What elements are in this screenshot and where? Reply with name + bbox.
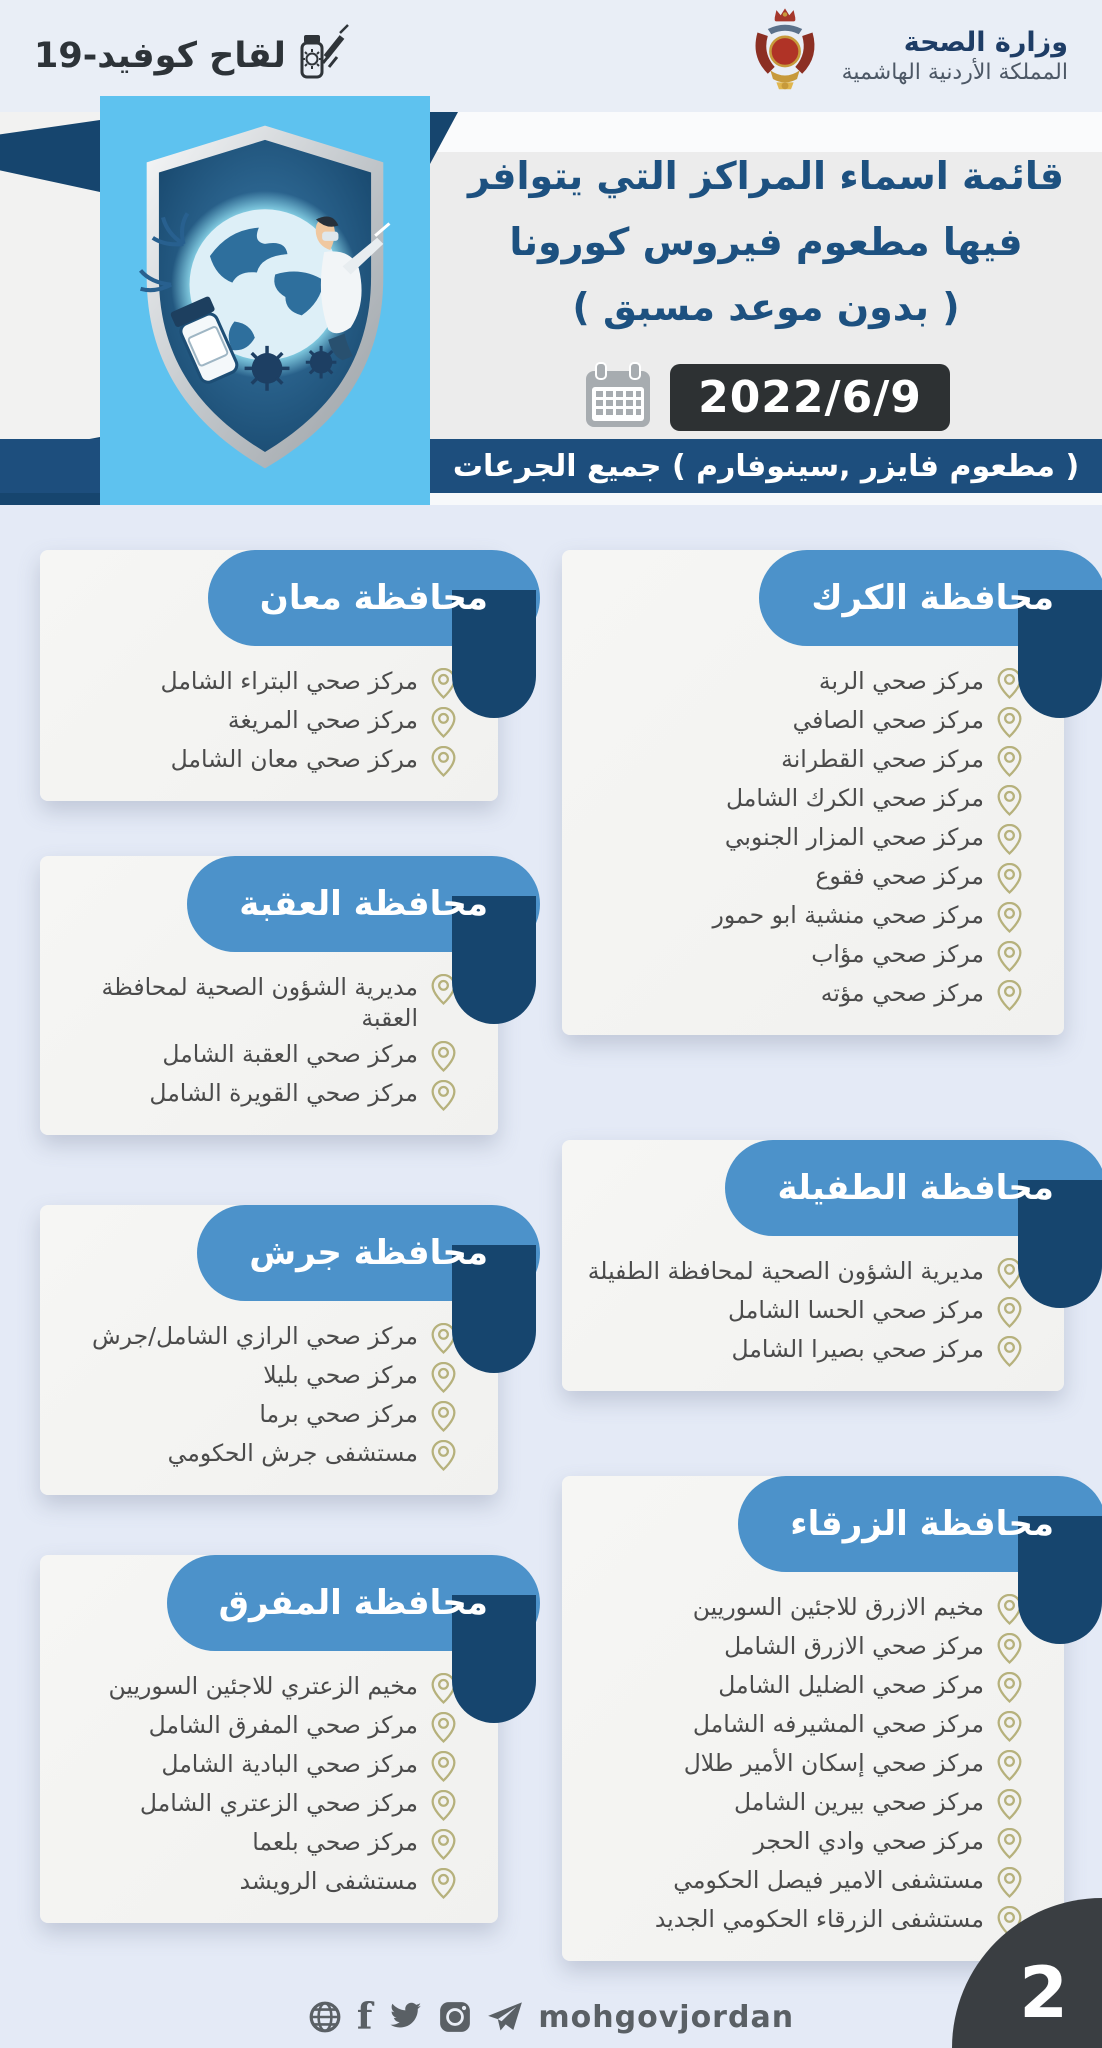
location-pin-icon [431,1712,456,1743]
governorate-title-pill [725,1140,1102,1236]
hero-section [0,112,1102,505]
ministry-name: وزارة الصحة [903,27,1068,58]
location-pin-icon [997,1672,1022,1703]
center-name: مستشفى الامير فيصل الحكومي [673,1866,984,1894]
center-name: مديرية الشؤون الصحية لمحافظة العقبة [101,973,418,1032]
center-list-item [40,1866,498,1899]
center-list-item [562,1631,1064,1664]
location-pin-icon [997,863,1022,894]
center-name: مركز صحي الضليل الشامل [718,1671,984,1699]
center-name: مركز صحي الصافي [792,706,984,734]
center-name: مستشفى جرش الحكومي [167,1439,418,1468]
title-line-2: فيها مطعوم فيروس كورونا [509,219,1023,264]
navy-wedge-top [0,120,100,192]
vaccine-syringe-icon [296,23,350,89]
footer-social-bar [0,1994,1102,2040]
social-handle[interactable]: mohgovjordan [538,1999,795,2035]
date-badge: 2022/6/9 [670,364,950,431]
center-name: مركز صحي إسكان الأمير طلال [683,1749,984,1777]
center-name: مركز صحي البادية الشامل [161,1750,418,1779]
location-pin-icon [997,1828,1022,1859]
location-pin-icon [997,1789,1022,1820]
center-name: مركز صحي منشية ابو حمور [712,901,984,929]
center-name: مركز صحي بيرين الشامل [733,1788,984,1816]
center-list-item [40,1749,498,1782]
center-list-item [562,705,1064,738]
center-list-item [562,1904,1064,1937]
date-row [582,361,950,435]
center-list-item [40,1078,498,1111]
center-name: مركز صحي بليلا [263,1361,418,1390]
location-pin-icon [431,707,456,738]
center-name: مديرية الشؤون الصحية لمحافظة الطفيلة [587,1257,984,1285]
hero-text-block [430,152,1102,427]
shield-panel [100,96,430,505]
center-name: مركز صحي برما [259,1400,418,1429]
center-name: مركز صحي القطرانة [781,745,984,773]
center-name: مركز صحي المشيرفه الشامل [692,1710,984,1738]
governorate-card [40,856,498,1135]
globe-icon[interactable] [308,2000,342,2034]
center-list-item [562,666,1064,699]
governorate-card [40,1555,498,1923]
center-list-item [40,972,498,1033]
center-list-item [40,1360,498,1393]
center-name: مركز صحي مؤته [820,979,984,1007]
center-name: مركز صحي العقبة الشامل [162,1040,418,1069]
vaccine-shield-illustration [112,121,418,481]
governorates-area [0,505,1102,2048]
location-pin-icon [431,1362,456,1393]
twitter-icon[interactable] [387,2002,423,2032]
telegram-icon[interactable] [487,2001,523,2033]
location-pin-icon [997,785,1022,816]
governorate-card [562,550,1064,1035]
center-name: مركز صحي المريغة [227,706,418,734]
center-list-item [562,900,1064,933]
center-list-item [40,1788,498,1821]
center-name: مخيم الازرق للاجئين السوريين [692,1593,984,1621]
center-list-item [562,1709,1064,1742]
center-list-item [562,744,1064,777]
center-name: مركز صحي الازرق الشامل [724,1632,984,1660]
location-pin-icon [997,1750,1022,1781]
center-list-item [40,1039,498,1072]
center-list-item [40,1671,498,1704]
column-right [562,505,1064,1961]
center-list-item [562,1787,1064,1820]
covid-vaccine-label-block [34,23,350,89]
center-list-item [562,822,1064,855]
center-name: مركز صحي المزار الجنوبي [724,823,984,851]
center-list-item [40,1399,498,1432]
governorate-card [562,1140,1064,1391]
vaccine-types-text: ( مطعوم فايزر ,سينوفارم ) جميع الجرعات [452,448,1080,484]
center-list-item [40,1321,498,1354]
governorate-card [562,1476,1064,1961]
center-list-item [40,666,498,699]
location-pin-icon [431,1829,456,1860]
governorate-title: محافظة جرش [249,1233,488,1274]
title-line-3: ( بدون موعد مسبق ) [572,285,960,330]
center-list-item [562,1826,1064,1859]
center-name: مركز صحي معان الشامل [170,745,418,773]
location-pin-icon [431,1401,456,1432]
governorate-title-pill [167,1555,540,1651]
page-number: 2 [1019,1952,1068,2034]
location-pin-icon [431,1041,456,1072]
column-left [40,505,498,1923]
center-name: مركز صحي القويرة الشامل [149,1079,418,1108]
center-list-item [562,1670,1064,1703]
center-name: مركز صحي بلعما [252,1828,418,1857]
location-pin-icon [431,1080,456,1111]
location-pin-icon [431,1868,456,1899]
center-list-item [562,978,1064,1011]
covid-label-text: لقاح كوفيد-19 [34,36,286,76]
governorate-title: محافظة الزرقاء [790,1504,1054,1544]
location-pin-icon [997,1297,1022,1328]
center-name: مركز صحي البتراء الشامل [160,667,418,695]
location-pin-icon [997,941,1022,972]
center-list-item [562,1748,1064,1781]
center-list-item [562,1295,1064,1328]
center-name: مركز صحي وادي الحجر [753,1827,984,1855]
location-pin-icon [997,707,1022,738]
calendar-icon [582,361,654,435]
governorate-title: محافظة الطفيلة [777,1168,1054,1208]
center-name: مركز صحي بصيرا الشامل [731,1335,984,1363]
location-pin-icon [997,902,1022,933]
center-list-item [562,1256,1064,1289]
center-name: مركز صحي الرازي الشامل/جرش [91,1322,418,1351]
jordan-coat-of-arms-icon [742,6,828,106]
governorate-title-pill [759,550,1102,646]
location-pin-icon [997,1633,1022,1664]
center-list-item [40,1438,498,1471]
location-pin-icon [431,746,456,777]
governorate-card [40,1205,498,1495]
location-pin-icon [431,1751,456,1782]
center-list-item [40,744,498,777]
center-list-item [562,939,1064,972]
center-name: مستشفى الرويشد [239,1867,418,1896]
center-list-item [40,1710,498,1743]
location-pin-icon [997,824,1022,855]
location-pin-icon [997,980,1022,1011]
facebook-icon[interactable]: f [356,1996,373,2038]
center-name: مركز صحي الزعتري الشامل [139,1789,418,1818]
center-name: مستشفى الزرقاء الحكومي الجديد [654,1905,984,1933]
center-list-item [40,705,498,738]
governorate-title: محافظة معان [259,578,488,618]
governorate-title: محافظة الكرك [811,578,1054,618]
center-name: مركز صحي الربة [818,667,984,695]
title-line-1: قائمة اسماء المراكز التي يتوافر [468,154,1064,199]
main-title [468,144,1064,340]
location-pin-icon [997,1711,1022,1742]
location-pin-icon [431,1790,456,1821]
location-pin-icon [997,1867,1022,1898]
center-list-item [562,1592,1064,1625]
center-name: مخيم الزعتري للاجئين السوريين [108,1672,418,1701]
location-pin-icon [997,746,1022,777]
location-pin-icon [431,1440,456,1471]
governorate-title-pill [187,856,540,952]
center-name: مركز صحي الحسا الشامل [727,1296,984,1324]
governorate-title-pill [208,550,540,646]
location-pin-icon [997,1336,1022,1367]
center-list-item [40,1827,498,1860]
instagram-icon[interactable] [438,2000,472,2034]
center-name: مركز صحي المفرق الشامل [148,1711,418,1740]
center-name: مركز صحي فقوع [815,862,984,890]
governorate-card [40,550,498,801]
governorate-title: محافظة العقبة [239,884,488,924]
center-list-item [562,1334,1064,1367]
center-list-item [562,861,1064,894]
center-name: مركز صحي الكرك الشامل [725,784,984,812]
center-name: مركز صحي مؤاب [811,940,984,968]
ministry-logo-block [742,6,1068,106]
center-list-item [562,783,1064,816]
governorate-title-pill [197,1205,540,1301]
governorate-title-pill [738,1476,1102,1572]
governorate-title: محافظة المفرق [218,1583,488,1624]
center-list-item [562,1865,1064,1898]
kingdom-name: المملكة الأردنية الهاشمية [841,60,1068,85]
